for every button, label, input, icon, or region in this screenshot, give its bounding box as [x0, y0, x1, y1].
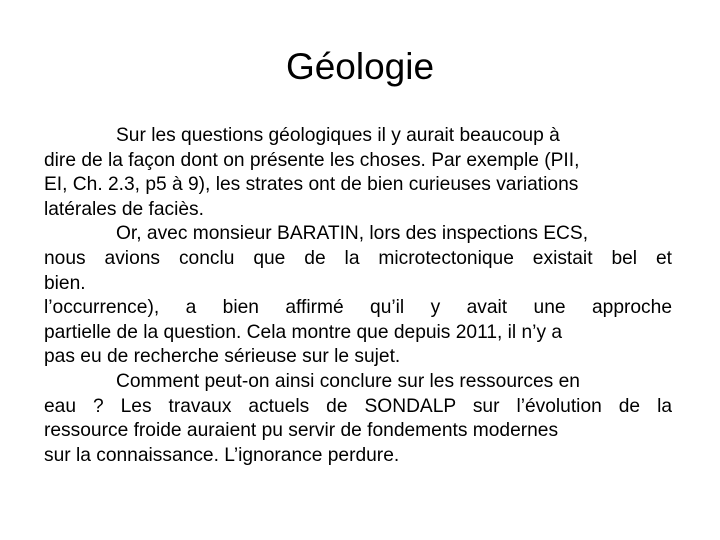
paragraph-line: Sur les questions géologiques il y aurait beaucoup à	[116, 125, 560, 146]
paragraph-line: partielle de la question. Cela montre que depuis 2011, il n’y a	[44, 321, 563, 343]
slide-title: Géologie	[285, 46, 435, 87]
paragraph-line: nous avions conclu que de la microtectonique existait bel et	[44, 247, 672, 269]
paragraph-line: ressource froide auraient pu servir de fondements modernes	[44, 420, 559, 442]
paragraph-line: EI, Ch. 2.3, p5 à 9), les strates ont de bien curieuses variations	[44, 174, 579, 196]
paragraph-line: Or, avec monsieur BARATIN, lors des inspections ECS,	[116, 223, 589, 245]
paragraph-line: sur la connaissance. L’ignorance perdure.	[44, 444, 400, 466]
paragraph-line: l’occurrence), a bien affirmé qu’il y avait une approche	[44, 297, 672, 319]
slide-body	[44, 124, 672, 468]
paragraph-line: eau ? Les travaux actuels de SONDALP sur l’évolution de la	[44, 395, 672, 417]
paragraph-line: bien.	[44, 272, 86, 294]
paragraph-line: latérales de faciès.	[44, 198, 204, 220]
paragraph-line: pas eu de recherche sérieuse sur le sujet.	[44, 346, 401, 368]
paragraph-line: Comment peut-on ainsi conclure sur les ressources en	[116, 370, 580, 392]
paragraph-line: dire de la façon dont on présente les choses. Par exemple (PII,	[44, 149, 580, 171]
